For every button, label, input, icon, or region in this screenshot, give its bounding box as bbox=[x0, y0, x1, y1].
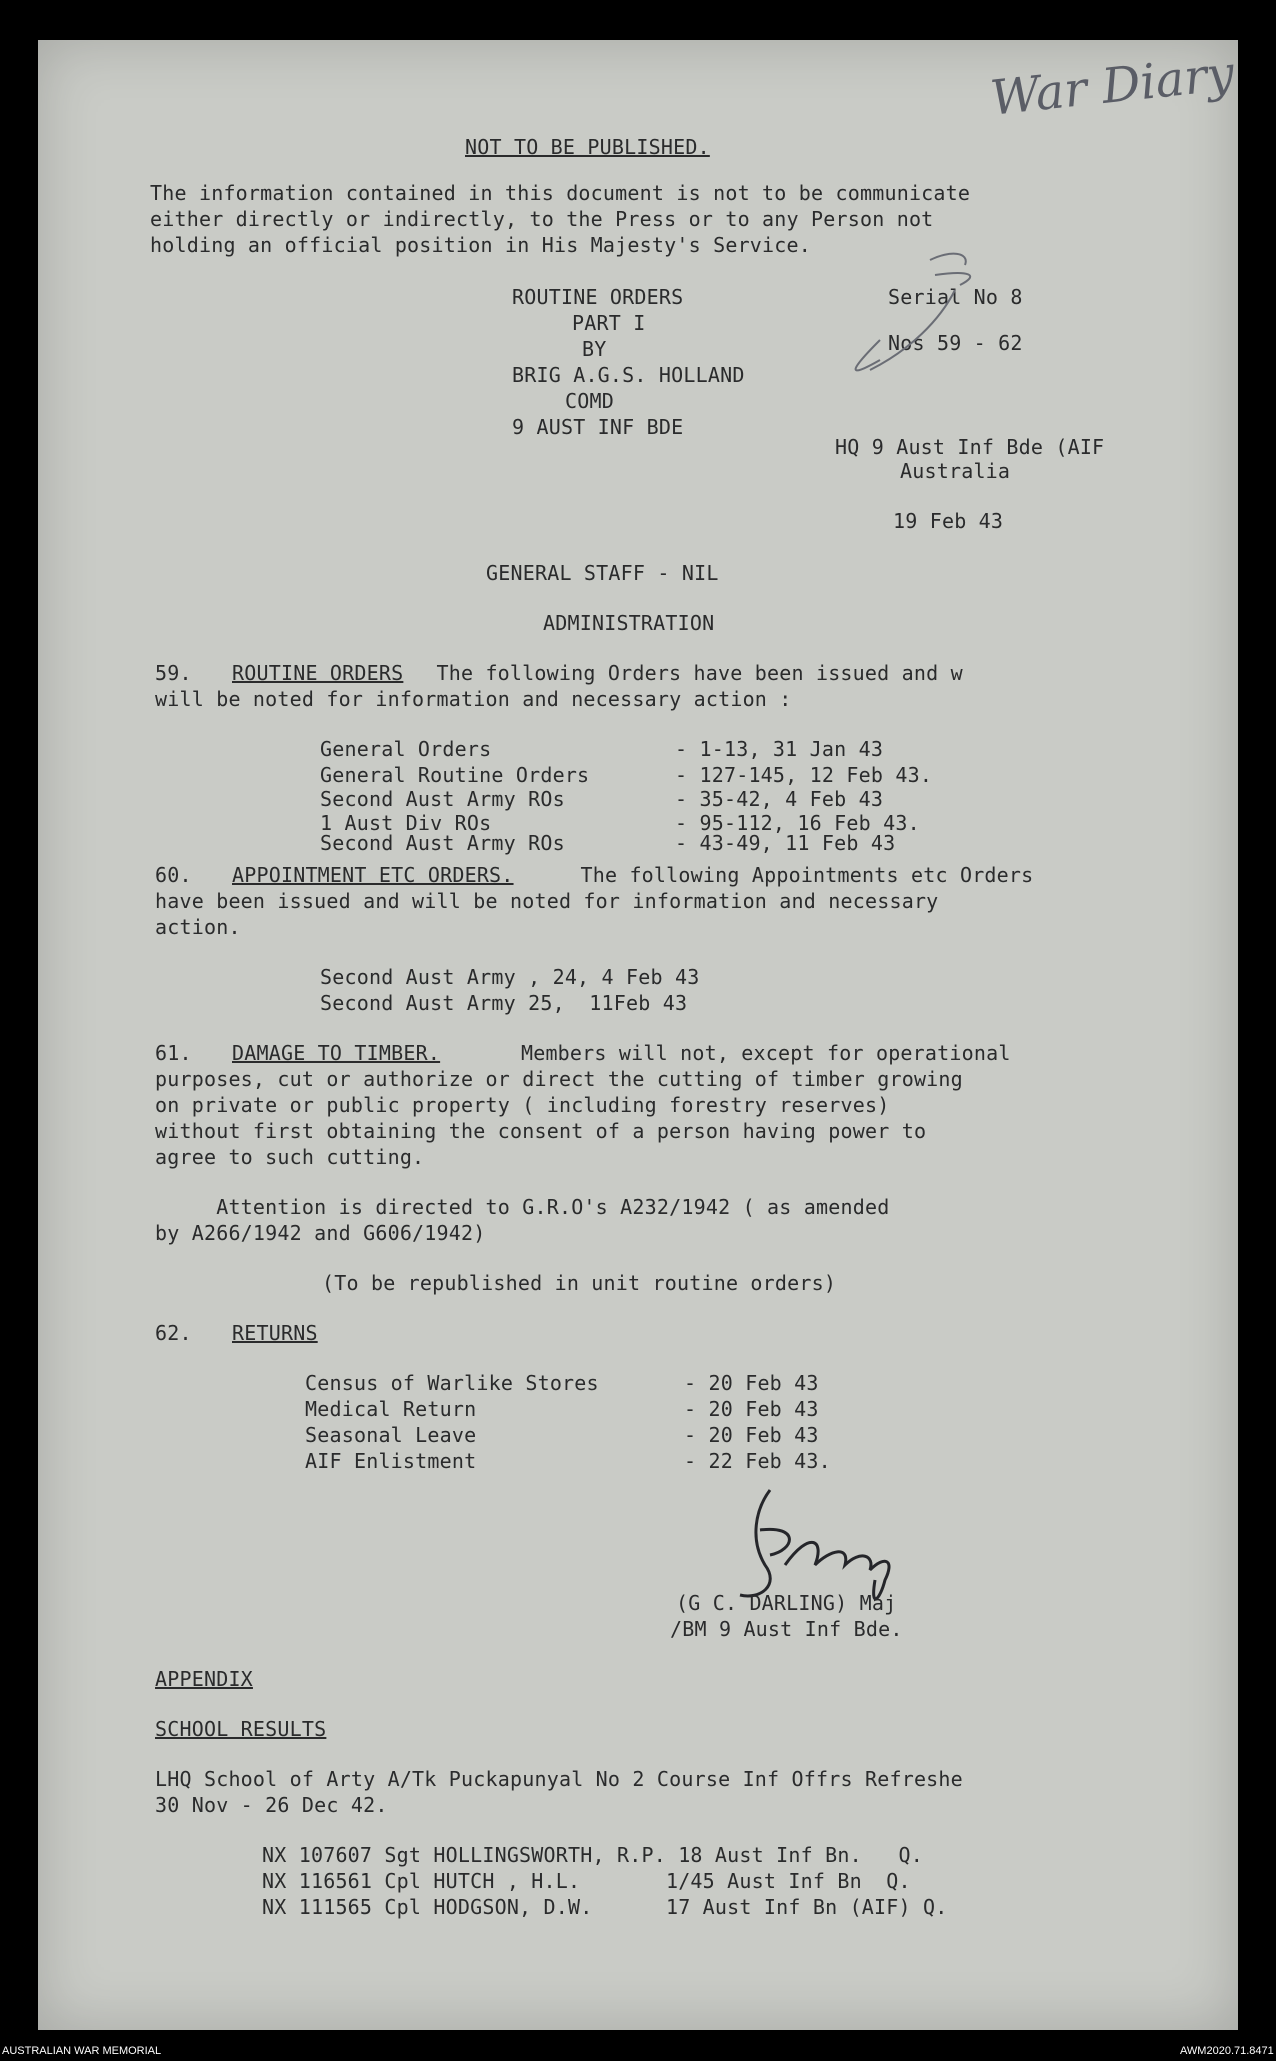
orders-bde: 9 AUST INF BDE bbox=[512, 415, 684, 439]
order-value: - 95-112, 16 Feb 43. bbox=[675, 811, 920, 835]
course-line-2: 30 Nov - 26 Dec 42. bbox=[155, 1793, 388, 1817]
return-value: - 20 Feb 43 bbox=[684, 1397, 819, 1421]
item-60-text-3: action. bbox=[155, 915, 241, 939]
orders-title: ROUTINE ORDERS bbox=[512, 285, 684, 309]
order-name: Second Aust Army ROs bbox=[320, 787, 565, 811]
orders-brigadier: BRIG A.G.S. HOLLAND bbox=[512, 363, 745, 387]
item-61-number: 61. bbox=[155, 1041, 192, 1065]
item-60-title: APPOINTMENT ETC ORDERS. bbox=[232, 863, 514, 887]
general-staff: GENERAL STAFF - NIL bbox=[486, 561, 719, 585]
initial-mark bbox=[840, 230, 1040, 380]
item-59-text-2: will be noted for information and necessary action : bbox=[155, 687, 792, 711]
orders-by: BY bbox=[582, 337, 607, 361]
appendix-heading: APPENDIX bbox=[155, 1667, 253, 1691]
item-61-title: DAMAGE TO TIMBER. bbox=[232, 1041, 441, 1065]
item-61-text: Members will not, except for operational bbox=[472, 1041, 1011, 1065]
order-value: - 35-42, 4 Feb 43 bbox=[675, 787, 884, 811]
item-62-title: RETURNS bbox=[232, 1321, 318, 1345]
item-60-text: The following Appointments etc Orders bbox=[556, 863, 1034, 887]
order-name: General Orders bbox=[320, 737, 492, 761]
item-59-text: The following Orders have been issued and w bbox=[412, 661, 963, 685]
item-59-number: 59. bbox=[155, 661, 192, 685]
handwritten-note: War Diary bbox=[987, 45, 1237, 127]
footer-id: AWM2020.71.8471 bbox=[1180, 2045, 1274, 2057]
orders-comd: COMD bbox=[565, 389, 614, 413]
heading: NOT TO BE PUBLISHED. bbox=[465, 135, 710, 159]
return-value: - 20 Feb 43 bbox=[684, 1371, 819, 1395]
order-value: - 43-49, 11 Feb 43 bbox=[675, 831, 896, 855]
appointment-order: Second Aust Army 25, 11Feb 43 bbox=[320, 991, 688, 1015]
item-61-text-2: purposes, cut or authorize or direct the cutting of timber growing bbox=[155, 1067, 963, 1091]
order-value: - 1-13, 31 Jan 43 bbox=[675, 737, 884, 761]
course-line-1: LHQ School of Arty A/Tk Puckapunyal No 2 Course Inf Offrs Refreshe bbox=[155, 1767, 963, 1791]
result-row: NX 107607 Sgt HOLLINGSWORTH, R.P. 18 Aust Inf Bn. Q. bbox=[262, 1843, 924, 1867]
return-name: AIF Enlistment bbox=[305, 1449, 477, 1473]
item-61-text-5: agree to such cutting. bbox=[155, 1145, 425, 1169]
item-60-number: 60. bbox=[155, 863, 192, 887]
hq-country: Australia bbox=[900, 459, 1011, 483]
result-row: NX 111565 Cpl HODGSON, D.W. 17 Aust Inf Bn (AIF) Q. bbox=[262, 1895, 948, 1919]
item-61-text-3: on private or public property ( including forestry reserves) bbox=[155, 1093, 890, 1117]
item-59-title: ROUTINE ORDERS bbox=[232, 661, 404, 685]
signatory-role: /BM 9 Aust Inf Bde. bbox=[670, 1617, 903, 1641]
attention-line-2: by A266/1942 and G606/1942) bbox=[155, 1221, 486, 1245]
order-name: General Routine Orders bbox=[320, 763, 590, 787]
item-60-text-2: have been issued and will be noted for information and necessary bbox=[155, 889, 939, 913]
attention-line-1: Attention is directed to G.R.O's A232/1942 ( as amended bbox=[155, 1195, 890, 1219]
item-62-number: 62. bbox=[155, 1321, 192, 1345]
serial-number: Serial No 8 bbox=[888, 285, 1023, 309]
signatory-name: (G C. DARLING) Maj bbox=[676, 1591, 897, 1615]
document-date: 19 Feb 43 bbox=[893, 509, 1004, 533]
order-value: - 127-145, 12 Feb 43. bbox=[675, 763, 933, 787]
footer-credit: AUSTRALIAN WAR MEMORIAL bbox=[2, 2045, 162, 2057]
administration: ADMINISTRATION bbox=[543, 611, 715, 635]
warning-line-3: holding an official position in His Majesty's Service. bbox=[150, 233, 812, 257]
orders-part: PART I bbox=[572, 311, 646, 335]
return-name: Seasonal Leave bbox=[305, 1423, 477, 1447]
return-name: Census of Warlike Stores bbox=[305, 1371, 599, 1395]
school-results-heading: SCHOOL RESULTS bbox=[155, 1717, 327, 1741]
return-value: - 22 Feb 43. bbox=[684, 1449, 831, 1473]
warning-line-2: either directly or indirectly, to the Press or to any Person not bbox=[150, 207, 934, 231]
republish-note: (To be republished in unit routine orders) bbox=[322, 1271, 837, 1295]
hq-location: HQ 9 Aust Inf Bde (AIF bbox=[835, 435, 1105, 459]
item-61-text-4: without first obtaining the consent of a person having power to bbox=[155, 1119, 927, 1143]
return-value: - 20 Feb 43 bbox=[684, 1423, 819, 1447]
return-name: Medical Return bbox=[305, 1397, 477, 1421]
warning-line-1: The information contained in this document is not to be communicate bbox=[150, 181, 971, 205]
order-name: Second Aust Army ROs bbox=[320, 831, 565, 855]
appointment-order: Second Aust Army , 24, 4 Feb 43 bbox=[320, 965, 700, 989]
serial-nos: Nos 59 - 62 bbox=[888, 331, 1023, 355]
order-name: 1 Aust Div ROs bbox=[320, 811, 492, 835]
result-row: NX 116561 Cpl HUTCH , H.L. 1/45 Aust Inf Bn Q. bbox=[262, 1869, 911, 1893]
